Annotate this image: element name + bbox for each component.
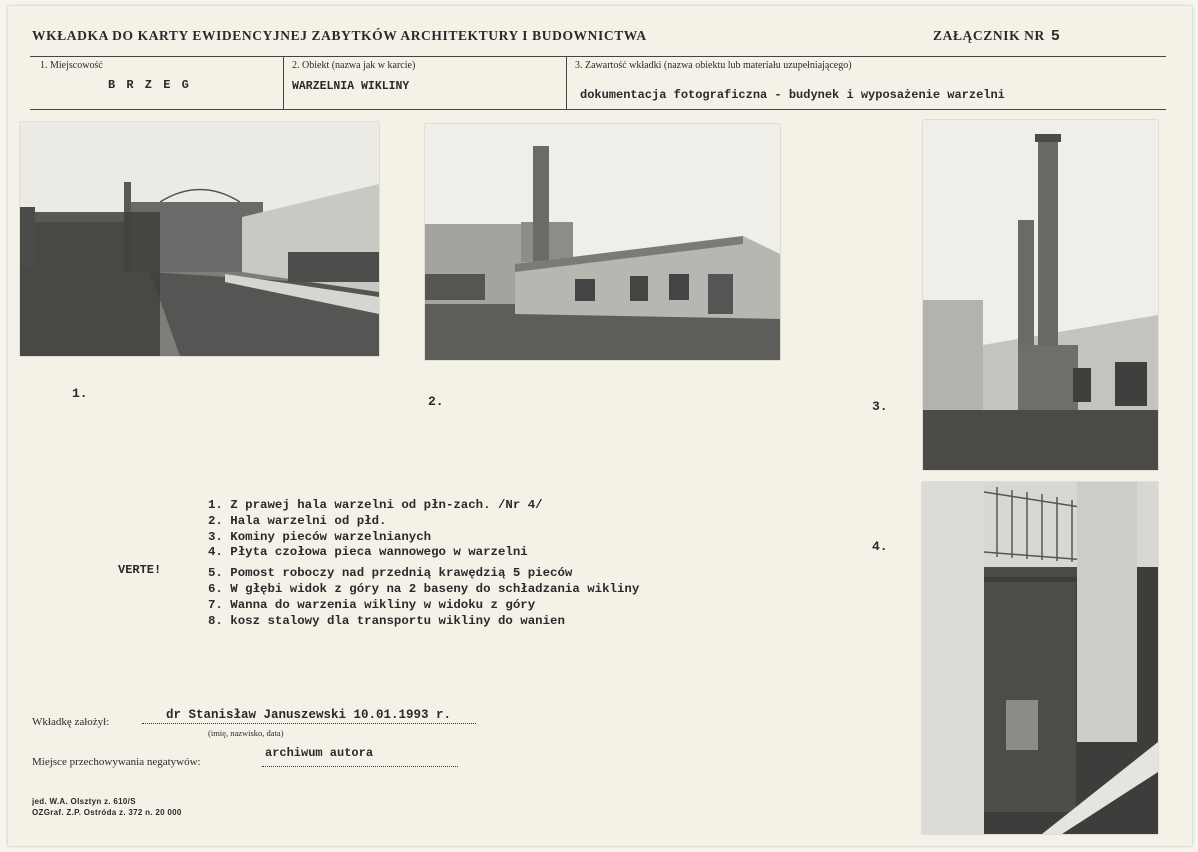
caption-item: 5. Pomost roboczy nad przednią krawędzią 5 pieców [208, 566, 573, 581]
annex-label: ZAŁĄCZNIK NR [933, 28, 1045, 43]
caption-item: 1. Z prawej hala warzelni od płn-zach. /Nr 4/ [208, 498, 543, 512]
annex-value: 5 [1050, 28, 1061, 45]
caption-item: 7. Wanna do warzenia wikliny w widoku z góry [208, 597, 536, 612]
author-line [142, 723, 476, 724]
caption-item: 8. kosz stalowy dla transportu wikliny do wanien [208, 613, 565, 628]
content-label: 3. Zawartość wkładki (nazwa obiektu lub materiału uzupełniającego) [575, 60, 852, 71]
photo-number-3: 3. [872, 399, 888, 414]
photo-2 [425, 124, 780, 360]
storage-value: archiwum autora [265, 746, 374, 760]
footer-line-2: OZGraf. Z.P. Ostróda z. 372 n. 20 000 [32, 808, 182, 817]
content-value: dokumentacja fotograficzna - budynek i wyposażenie warzelni [580, 88, 1005, 102]
footer-line-1: jed. W.A. Olsztyn z. 610/S [32, 797, 136, 806]
place-value: B R Z E G [108, 78, 191, 92]
photo-1 [20, 122, 379, 356]
author-value: dr Stanisław Januszewski 10.01.1993 r. [166, 708, 452, 722]
storage-line [262, 766, 458, 767]
caption-list [208, 498, 639, 629]
photo-4 [922, 482, 1158, 834]
photo-3 [923, 120, 1158, 470]
photo-number-1: 1. [72, 386, 88, 401]
document-title: WKŁADKA DO KARTY EWIDENCYJNEJ ZABYTKÓW ARCHITEKTURY I BUDOWNICTWA [32, 28, 647, 43]
annex-number [933, 28, 1060, 45]
caption-item: 3. Kominy pieców warzelnianych [208, 529, 432, 544]
verte-note: VERTE! [118, 563, 162, 577]
header-rule [30, 56, 1166, 57]
object-label: 2. Obiekt (nazwa jak w karcie) [292, 60, 416, 71]
caption-item: 2. Hala warzelni od płd. [208, 513, 387, 528]
object-value: WARZELNIA WIKLINY [292, 80, 410, 93]
field-rule [30, 109, 1166, 110]
field-divider [566, 56, 567, 110]
caption-item: 6. W głębi widok z góry na 2 baseny do schładzania wikliny [208, 581, 640, 596]
field-divider [283, 56, 284, 110]
author-sublabel: (imię, nazwisko, data) [208, 728, 284, 738]
photo-number-2: 2. [428, 394, 444, 409]
caption-item: 4. Płyta czołowa pieca wannowego w warzelni [208, 545, 528, 560]
photo-number-4: 4. [872, 539, 888, 554]
storage-label: Miejsce przechowywania negatywów: [32, 756, 201, 768]
author-label: Wkładkę założył: [32, 716, 110, 728]
place-label: 1. Miejscowość [40, 60, 103, 71]
